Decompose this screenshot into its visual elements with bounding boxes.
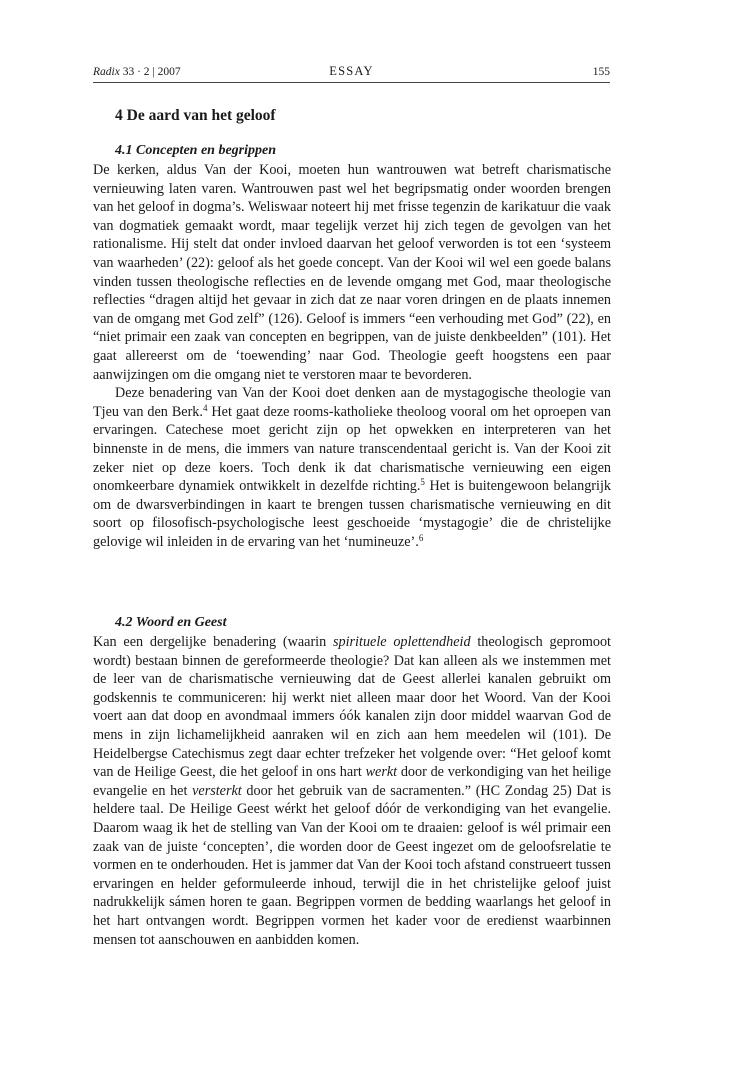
running-header — [93, 62, 610, 83]
footnote-ref[interactable]: 4 — [202, 402, 208, 413]
subsection-heading-4-2: 4.2 Woord en Geest — [115, 615, 227, 630]
paragraph — [93, 161, 611, 384]
paragraph-text: door het gebruik van de sacramenten.” (HC Zondag 25) Dat is heldere taal. De Heilige Geest wérkt het geloof dóór de verkondiging van het evangelie. Daarom waag ik het de stelling van Van der Kooi om te draaien: geloof is wél primair een zaak van de juiste ‘concepten’, die worden door de Geest ingezet om de geloofsrelatie te vormen en te onderhouden. Het is jammer dat Van der Kooi toch afstand construeert tussen ervaringen en helder geformuleerde inhoud, terwijl die in het christelijke geloof juist nadrukkelijk sámen horen te gaan. Begrippen vormen de bedding waarlangs het geloof in het hart ontvangen wordt. Begrippen vormen het kader voor de eredienst waarbinnen mensen tot aanschouwen en aanbidden komen. — [93, 782, 611, 948]
journal-issue: 33 · 2 | 2007 — [122, 66, 181, 78]
emphasis: werkt — [365, 764, 398, 781]
section-label: ESSAY — [329, 64, 374, 78]
paragraph — [93, 384, 611, 551]
paragraph-text: theologisch gepromoot wordt) bestaan binnen de gereformeerde theologie? Dat kan alleen als we instemmen met de leer van de charismatische vernieuwing dat de Geest allerlei kanalen gebruikt om godskennis te communiceren: hij werkt niet alleen maar door het Woord. Van der Kooi voert aan dat doop en avondmaal immers óók kanalen zijn door middel waarvan God de mens in zijn lichamelijkheid aanraken wil en zich aan hem meedelen wil (101). De Heidelbergse Catechismus zegt daar echter trefzeker het volgende over: “Het geloof komt van de Heilige Geest, die het geloof in ons hart — [93, 634, 611, 781]
paragraph-text: door de verkondiging van het heilige evangelie en het — [93, 764, 611, 799]
page-number: 155 — [592, 66, 610, 78]
subsection-4-1-body — [93, 161, 611, 551]
paragraph-text: Het is buitengewoon belangrijk om de dwarsverbindingen in kaart te brengen tussen charismatische vernieuwing en dit soort op filosofisch-psychologische leest geschoeide ‘mystagogie’ die de christelijke gelovige wil inleiden in de ervaring van het ‘numineuze’. — [93, 478, 611, 550]
subsection-heading-4-1: 4.1 Concepten en begrippen — [115, 143, 276, 158]
journal-name: Radix — [93, 66, 120, 78]
paragraph-text: Deze benadering van Van der Kooi doet denken aan de mystagogische theologie van Tjeu van den Berk. — [93, 385, 611, 420]
section-title: 4 De aard van het geloof — [115, 107, 276, 124]
paragraph-text: Kan een dergelijke benadering (waarin — [93, 634, 333, 650]
footnote-ref[interactable]: 6 — [418, 532, 424, 543]
footnote-ref[interactable]: 5 — [420, 477, 425, 488]
paragraph-text: Het gaat deze rooms-katholieke theoloog vooral om het oproepen van ervaringen. Catechese moet gericht zijn op het opwekken en interpreteren van het binnenste in de mens, die immers van nature transcendentaal gericht is. Van der Kooi zit zeker niet op deze koers. Toch denk ik dat charismatische vernieuwing een eigen onomkeerbare dynamiek ontwikkelt in dezelfde richting. — [93, 403, 611, 495]
emphasis: versterkt — [192, 782, 242, 799]
paragraph-text: De kerken, aldus Van der Kooi, moeten hun wantrouwen wat betreft charismatische vernieuwing laten varen. Wantrouwen past wel het begripsmatig onder woorden brengen van het geloof in dogma’s. Weliswaar noteert hij met frisse tegenzin de karikatuur die vaak van dogmatiek gemaakt wordt, maar tegelijk verzet hij zich tegen de gevolgen van het rationalisme. Hij stelt dat onder invloed daarvan het geloof verworden is tot een ‘systeem van waarheden’ (22): geloof als het goede concept. Van der Kooi wil wel een goede balans vinden tussen theologische reflecties en de levende omgang met God, maar theologische reflecties “dragen altijd het gevaar in zich dat ze naar voren dringen en de plaats innemen van de omgang met God zelf” (126). Geloof is immers “een verhouding met God” (22), en “niet primair een zaak van concepten en begrippen, van de juiste denkbeelden” (101). Het gaat allereerst om de ‘toewending’ naar God. Theologie geeft hoogstens een paar aanwijzingen om die omgang niet te verstoren maar te bevorderen. — [93, 162, 611, 383]
emphasis: spirituele oplettendheid — [332, 634, 471, 650]
paragraph — [93, 633, 611, 949]
subsection-4-2-body — [93, 633, 611, 949]
